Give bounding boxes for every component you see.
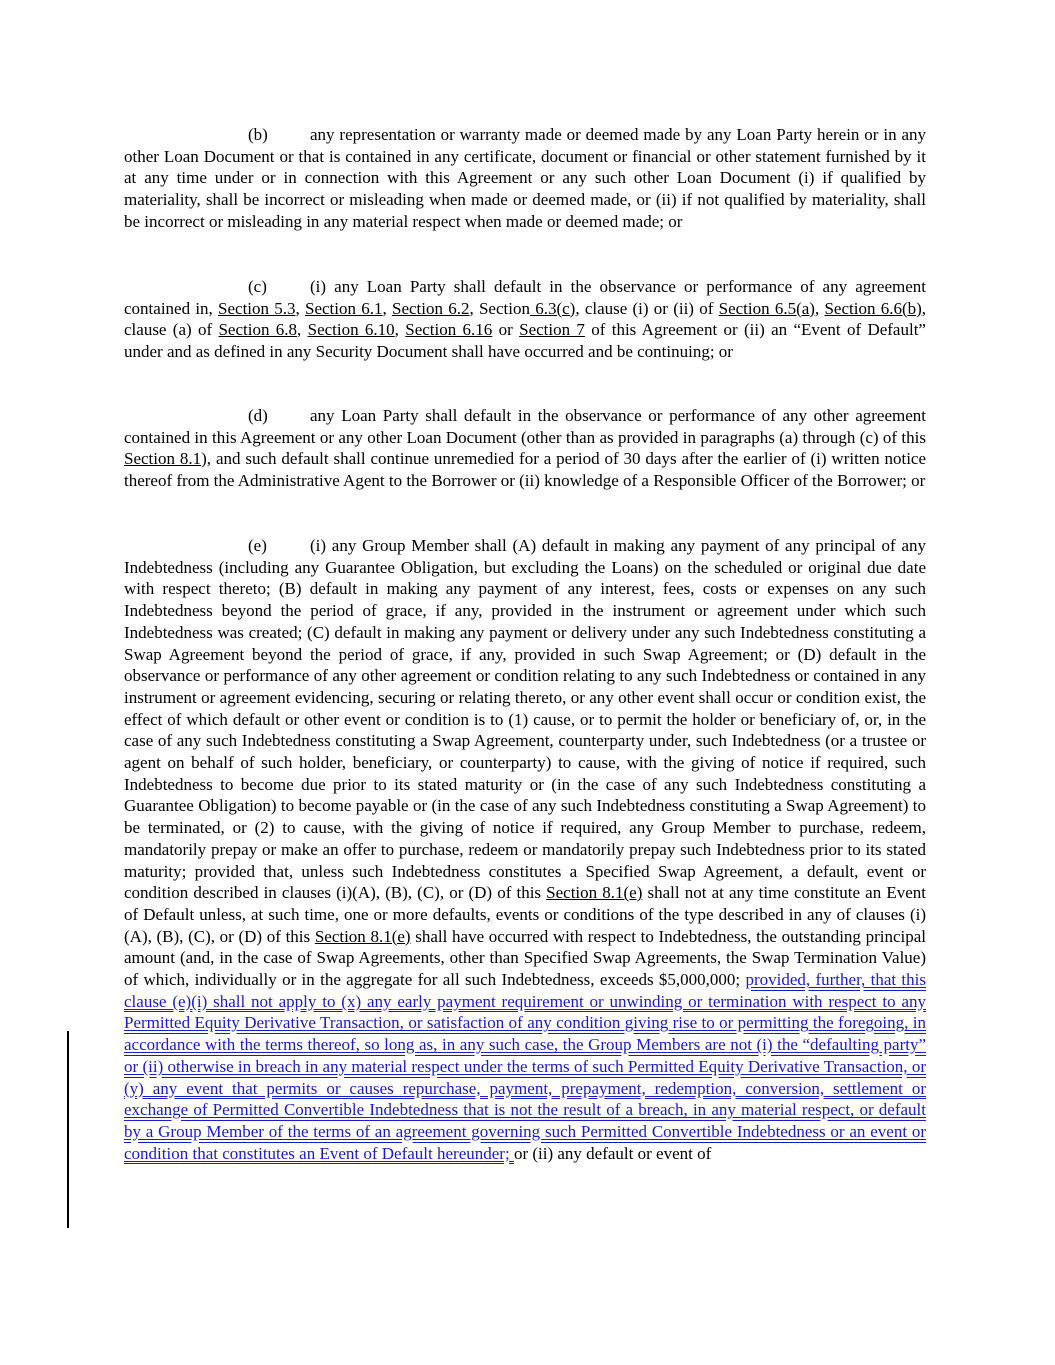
paragraph-e-text: or (ii) any default or event of: [513, 1143, 712, 1163]
paragraph-c-text: , Section: [469, 298, 530, 318]
paragraph-b-label: (b): [248, 125, 268, 144]
paragraph-c-text: ,: [382, 298, 392, 318]
paragraph-e-text: (i) any Group Member shall (A) default in making any payment of any principal of any Indebtedness (including any Guarantee Obligation, but excluding the Loans) on the scheduled or original due date with respect thereto; (B) default in making any payment of any interest, fees, costs or expenses on any such Indebtedness beyond the period of grace, if any, provided in the instrument or agreement under which such Indebtedness was created; (C) default in making any payment or delivery under any such Indebtedness constituting a Swap Agreement beyond the period of grace, if any, provided in such Swap Agreement; or (D) default in the observance or performance of any other agreement or condition relating to any such Indebtedness or contained in any instrument or agreement evidencing, securing or relating thereto, or any other event shall occur or condition exist, the effect of which default or other event or condition is to (1) cause, or to permit the holder or beneficiary of, or, in the case of any such Indebtedness constituting a Swap Agreement, counterparty under, such Indebtedness (or a trustee or agent on behalf of such holder, beneficiary, or counterparty) to cause, with the giving of notice if required, such Indebtedness to become due prior to its stated maturity or (in the case of any such Indebtedness constituting a Guarantee Obligation) to become payable or (in the case of any such Indebtedness constituting a Swap Agreement) to be terminated, or (2) to cause, with the giving of notice if required, any Group Member to purchase, redeem, mandatorily prepay or make an offer to purchase, redeem or mandatorily prepay such Indebtedness prior to its stated maturity; provided that, unless such Indebtedness constitutes a Specified Swap Agreement, a default, event or condition described in clauses (i)(A), (B), (C), or (D) of this: [124, 536, 926, 903]
section-ref[interactable]: Section 6.16: [405, 320, 493, 340]
paragraph-d-label: (d): [248, 406, 268, 425]
paragraph-d-text: ), and such default shall continue unremedied for a period of 30 days after the earlier of (i) written notice thereof from the Administrative Agent to the Borrower or (ii) knowledge of a Responsible Officer of the Borrower; or: [124, 449, 927, 491]
paragraph-d-text: any Loan Party shall default in the observance or performance of any other agreement contained in this Agreement or any other Loan Document (other than as provided in paragraphs (a) through (c) of this: [124, 406, 926, 447]
paragraph-c-text: , clause (i) or (ii) of: [575, 298, 719, 318]
section-ref[interactable]: Section 8.1(e): [314, 926, 411, 946]
paragraph-c-text: ,: [814, 298, 825, 318]
paragraph-c: [124, 276, 926, 363]
section-ref[interactable]: Section 8.1(e): [546, 883, 643, 903]
section-ref[interactable]: Section 5.3: [218, 298, 296, 318]
paragraph-c-text: ,: [297, 320, 308, 340]
section-ref[interactable]: Section 6.5(a): [718, 298, 815, 318]
paragraph-c-text: of this Agreement or (ii) an “Event of Default” under and as defined in any Security Document shall have occurred and be continuing; or: [124, 320, 926, 362]
paragraph-c-text: or: [492, 320, 520, 340]
paragraph-c-text: ,: [394, 320, 406, 340]
section-ref[interactable]: Section 7: [519, 320, 585, 340]
paragraph-c-text: ,: [295, 298, 306, 318]
paragraph-c-label: (c): [248, 277, 267, 296]
paragraph-c-text: , clause (a) of: [124, 298, 927, 340]
paragraph-b: [124, 124, 926, 233]
paragraph-e-text: shall have occurred with respect to Indebtedness, the outstanding principal amount (and, in the case of Swap Agreements, other than Specified Swap Agreements, the Swap Termination Value) of which, individually or in the aggregate for all such Indebtedness, exceeds $5,000,000;: [124, 926, 927, 990]
paragraph-e: [124, 535, 926, 1164]
section-ref[interactable]: Section 8.1: [124, 449, 202, 469]
section-ref[interactable]: 6.3(c): [529, 298, 576, 318]
section-ref[interactable]: Section 6.6(b): [824, 298, 922, 318]
paragraph-b-text: any representation or warranty made or deemed made by any Loan Party herein or in any other Loan Document or that is contained in any certificate, document or financial or other statement furnished by it at any time under or in connection with this Agreement or any such other Loan Document (i) if qualified by materiality, shall be incorrect or misleading when made or deemed made, or (ii) if not qualified by materiality, shall be incorrect or misleading in any material respect when made or deemed made; or: [124, 125, 926, 231]
paragraph-c-text: (i) any Loan Party shall default in the observance or performance of any agreement contained in,: [124, 277, 926, 318]
section-ref[interactable]: Section 6.1: [305, 298, 383, 318]
section-ref[interactable]: Section 6.8: [218, 320, 298, 340]
paragraph-e-text: shall not at any time constitute an Event of Default unless, at such time, one or more defaults, events or conditions of the type described in any of clauses (i)(A), (B), (C), or (D) of this: [124, 883, 926, 946]
inserted-revision-text: provided, further, that this clause (e)(i) shall not apply to (x) any early payment requirement or unwinding or termination with respect to any Permitted Equity Derivative Transaction, or satisfaction of any condition giving rise to or permitting the foregoing, in accordance with the terms thereof, so long as, in any such case, the Group Members are not (i) the “defaulting party” or (ii) otherwise in breach in any material respect under the terms of such Permitted Equity Derivative Transaction, or (y) any event that permits or causes repurchase, payment, prepayment, redemption, conversion, settlement or exchange of Permitted Convertible Indebtedness that is not the result of a breach, in any material respect, or default by a Group Member of the terms of an agreement governing such Permitted Convertible Indebtedness or an event or condition that constitutes an Event of Default hereunder;: [124, 970, 926, 1163]
paragraph-e-label: (e): [248, 536, 267, 555]
revision-change-bar: [67, 1031, 69, 1228]
section-ref[interactable]: Section 6.2: [392, 298, 470, 318]
section-ref[interactable]: Section 6.10: [307, 320, 395, 340]
paragraph-d: [124, 405, 926, 492]
